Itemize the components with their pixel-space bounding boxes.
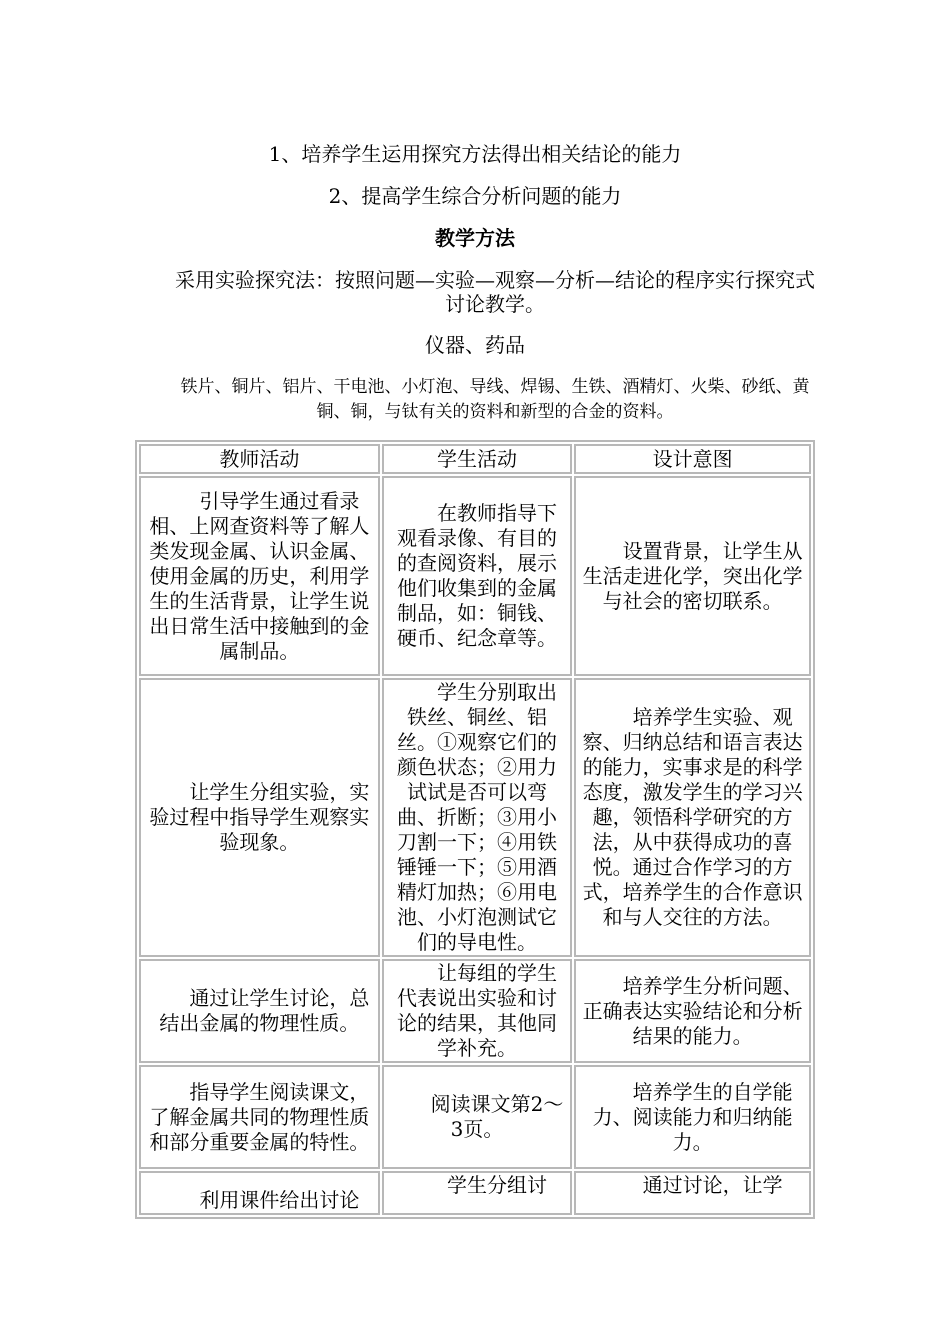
cell-text: 利用课件给出讨论	[199, 1188, 360, 1212]
teacher-activity-cell	[139, 959, 380, 1063]
equipment-heading: 仪器、药品	[425, 333, 525, 357]
table-row	[139, 1065, 811, 1169]
cell-text: 在教师指导下观看录像、有目的的查阅资料，展示他们收集到的金属制品，如：铜钱、硬币、纪念章等。	[397, 501, 557, 650]
teacher-activity-cell	[139, 1065, 380, 1169]
cell-text: 阅读课文第2～3页。	[430, 1092, 564, 1141]
table-row	[139, 959, 811, 1063]
method-heading: 教学方法	[435, 226, 515, 250]
teacher-activity-cell	[139, 1171, 380, 1215]
student-activity-cell	[382, 1065, 573, 1169]
table-row	[139, 476, 811, 676]
design-intent-cell	[574, 1065, 811, 1169]
cell-text: 培养学生分析问题、正确表达实验结论和分析结果的能力。	[582, 973, 803, 1048]
student-activity-cell	[382, 476, 573, 676]
cell-text: 设置背景，让学生从生活走进化学，突出化学与社会的密切联系。	[582, 538, 803, 613]
header-student-activity: 学生活动	[382, 444, 573, 474]
teacher-activity-cell	[139, 678, 380, 957]
equipment-list: 铁片、铜片、铝片、干电池、小灯泡、导线、焊锡、生铁、酒精灯、火柴、砂纸、黄铜、铜，与钛有关的资料和新型的合金的资料。	[180, 377, 810, 422]
cell-text: 让学生分组实验，实验过程中指导学生观察实验现象。	[149, 780, 370, 854]
cell-text: 指导学生阅读课文，了解金属共同的物理性质和部分重要金属的特性。	[149, 1079, 370, 1154]
cell-text: 引导学生通过看录相、上网查资料等了解人类发现金属、认识金属、使用金属的历史，利用学生的生活背景，让学生说出日常生活中接触到的金属制品。	[149, 488, 370, 663]
method-description: 采用实验探究法：按照问题—实验—观察—分析—结论的程序实行探究式讨论教学。	[175, 268, 815, 316]
cell-text: 通过让学生讨论，总结出金属的物理性质。	[159, 986, 370, 1035]
table-row	[139, 678, 811, 957]
design-intent-cell	[574, 1171, 811, 1215]
header-teacher-activity: 教师活动	[139, 444, 380, 474]
design-intent-cell	[574, 678, 811, 957]
design-intent-cell	[574, 959, 811, 1063]
teacher-activity-cell	[139, 476, 380, 676]
cell-text: 让每组的学生代表说出实验和讨论的结果，其他同学补充。	[397, 961, 557, 1060]
lesson-activity-table	[135, 440, 815, 1219]
cell-text: 培养学生实验、观察、归纳总结和语言表达的能力，实事求是的科学态度，激发学生的学习兴趣，领悟科学研究的方法，从中获得成功的喜悦。通过合作学习的方式，培养学生的合作意识和与人交往的方法。	[582, 705, 803, 929]
objective-1: 1、培养学生运用探究方法得出相关结论的能力	[268, 142, 682, 166]
table-row	[139, 1171, 811, 1215]
design-intent-cell	[574, 476, 811, 676]
objective-2: 2、提高学生综合分析问题的能力	[328, 184, 622, 208]
cell-text: 学生分组讨	[447, 1173, 547, 1197]
cell-text: 培养学生的自学能力、阅读能力和归纳能力。	[592, 1079, 793, 1154]
cell-text: 学生分别取出铁丝、铜丝、铝丝。①观察它们的颜色状态；②用力试试是否可以弯曲、折断；③用小刀割一下；④用铁锤锤一下；⑤用酒精灯加热；⑥用电池、小灯泡测试它们的导电性。	[397, 680, 557, 954]
student-activity-cell	[382, 678, 573, 957]
student-activity-cell	[382, 959, 573, 1063]
student-activity-cell	[382, 1171, 573, 1215]
cell-text: 通过讨论，让学	[642, 1173, 783, 1197]
table-header-row	[139, 444, 811, 474]
header-design-intent: 设计意图	[574, 444, 811, 474]
